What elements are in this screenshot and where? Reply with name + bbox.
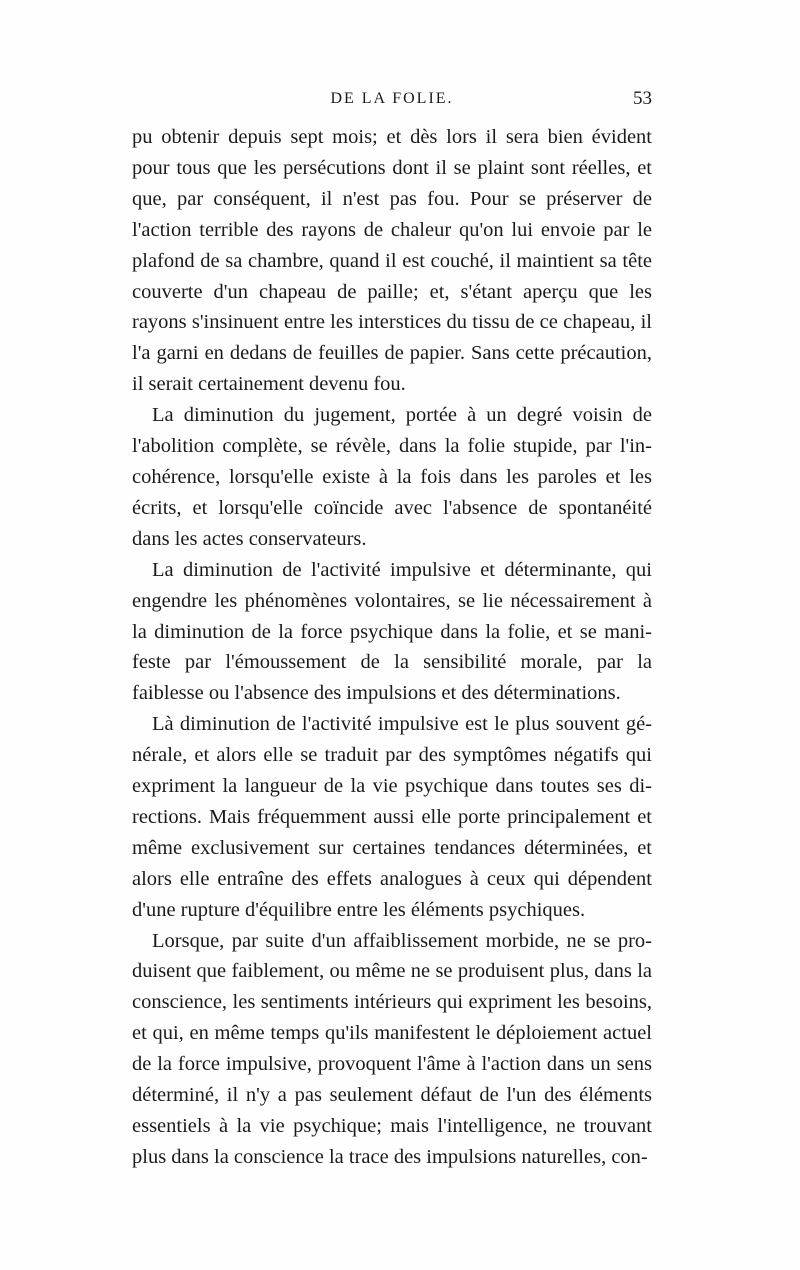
paragraph: La diminution de l'activité impulsive et déterminante, qui engendre les phénomènes volontaires, se lie nécessairement à la diminution de la force psychique dans la folie, et se manifeste par l'émoussement de la sensibilité morale, par la faiblesse ou l'absence des impulsions et des déterminations. <box>132 558 652 705</box>
paragraph: La diminution du jugement, portée à un degré voisin de l'abolition complète, se révèle, dans la folie stupide, par l'incohérence, lorsqu'elle existe à la fois dans les paroles et les écrits, et lorsqu'elle coïncide avec l'absence de spontanéité dans les actes conservateurs. <box>132 404 652 550</box>
body-text <box>132 122 652 1173</box>
paragraph: Lorsque, par suite d'un affaiblissement morbide, ne se produisent que faiblement, ou même ne se produisent plus, dans la conscience, les sentiments intérieurs qui expriment les besoins, et qui, en même temps qu'ils manifestent le déploiement actuel de la force impulsive, provoquent l'âme à l'action dans un sens déterminé, il n'y a pas seulement défaut de l'un des éléments essentiels à la vie psychique; mais l'intelligence, ne trouvant plus dans la conscience la trace des impulsions naturelles, con- <box>132 929 652 1168</box>
page-number: 53 <box>633 88 652 109</box>
paragraph: pu obtenir depuis sept mois; et dès lors il sera bien évident pour tous que les persécutions dont il se plaint sont réelles, et que, par conséquent, il n'est pas fou. Pour se préserver de l'action terrible des rayons de chaleur qu'on lui envoie par le plafond de sa chambre, quand il est couché, il maintient sa tête couverte d'un chapeau de paille; et, s'étant aperçu que les rayons s'insinuent entre les interstices du tissu de ce chapeau, il l'a garni en dedans de feuilles de papier. Sans cette précaution, il serait certainement devenu fou. <box>132 126 652 396</box>
page-header <box>132 86 652 116</box>
running-title: DE LA FOLIE. <box>330 90 454 107</box>
paragraph: Là diminution de l'activité impulsive est le plus souvent générale, et alors elle se traduit par des symptômes négatifs qui expriment la langueur de la vie psychique dans toutes ses directions. Mais fréquemment aussi elle porte principalement et même exclusivement sur certaines tendances déterminées, et alors elle entraîne des effets analogues à ceux qui dépendent d'une rupture d'équilibre entre les éléments psychiques. <box>132 713 652 921</box>
